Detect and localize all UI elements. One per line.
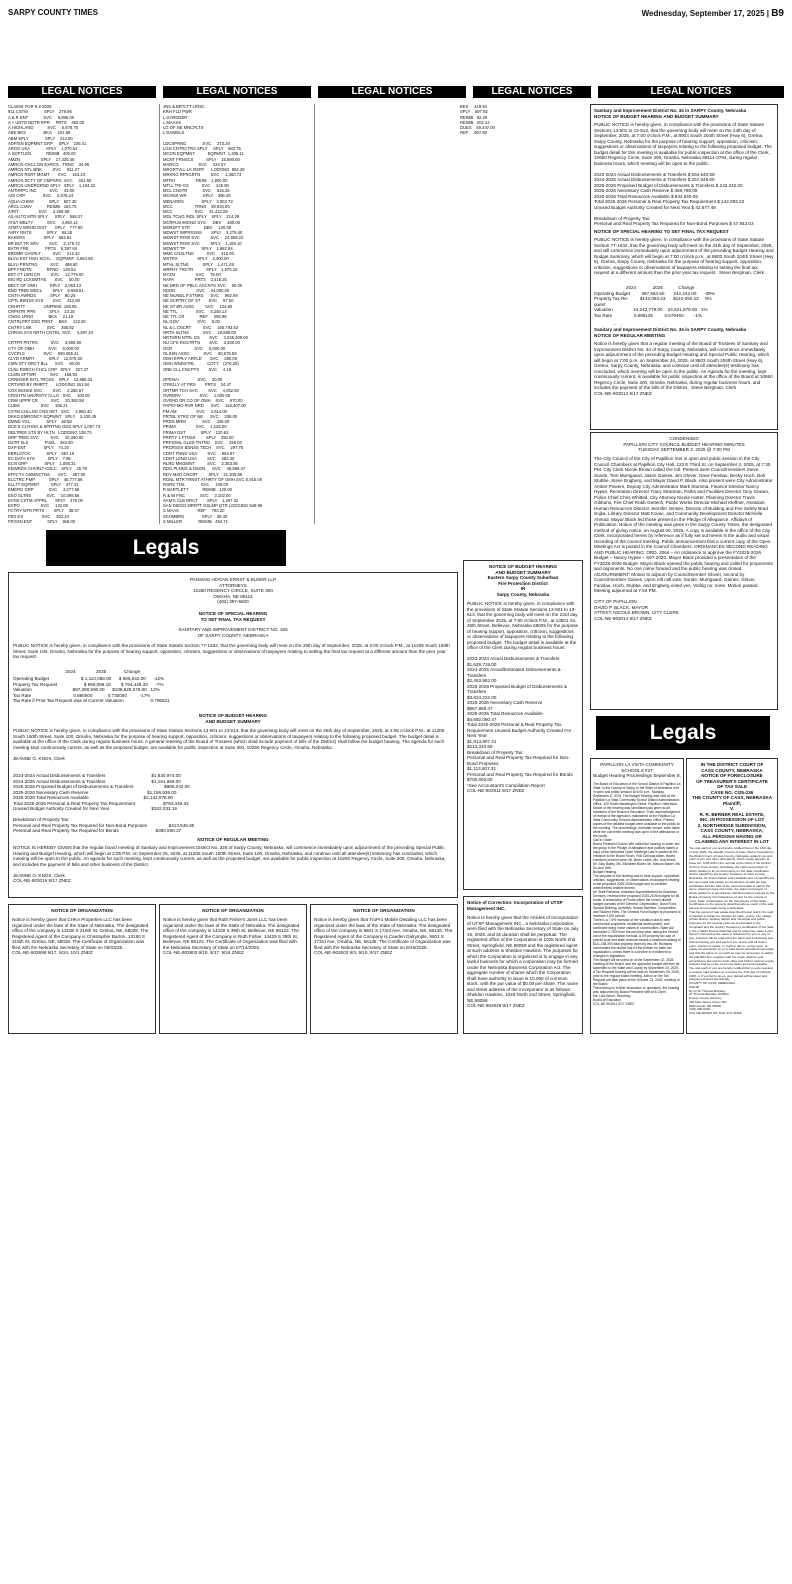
fire-district-notice [463,560,583,890]
org-notice-body: Notice is hereby given that CHKA Properties LLC has been organized under the laws of the State of Nebraska. The designated office of the company is 13180 S 219th St, Gretna, NE, 68028. The Registered Agent of the Company is Christopher Barton, 13180 S 219th St, Gretna, NE, 68028. The Certificate of Organization was filed with the Nebraska Secretary of State on 09/03/25. COL-NE-902698 9/17, 9/24, 10/1 ZNEZ [12,917,149,955]
org-notice-title: NOTICE OF ORGANIZATION [353,908,415,913]
budget-hearing-body: PUBLIC NOTICE is hereby given, in compliance with the provisions of State Statute Sections 13-501 to 13-513, that the governing body will meet on the 25th day of September, 2025, at 2:05 o'clock P.M., at 11205 South 150th Street, Suite 100, Omaha, Nebraska for the purpose of hearing support, opposition, criticism, suggestions or observations of taxpayers relating to the following proposed budget. The budget detail is available at the office of the Clerk during regular business hours. A general meeting of the Board of Trustees (which shall include payment of bills of the District) shall follow the budget hearing. The agenda for such meeting kept continuously current, as well as the proposed budget, are available for public inspection at Suite 300, 10250 Regency Circle, Omaha, Nebraska. JEANNE O. KNOX, Clerk [13,728,445,761]
legals-banner: Legals [46,530,286,566]
issue-date: Wednesday, September 17, 2025 | B9 [641,8,784,19]
sid326-notice [8,572,458,898]
tab-legal-notices: LEGAL NOTICES [598,86,784,98]
claims-column-1: CLAIMS FOR 9-2-2025 911 CSTM SPLY 379.96 A & R ENT SVC 6,895.00 A + UNTD NDTR RPR PRTS 450.00 A HIGHLAND SVC 5,678.75 ABE BKS BKS 101.58 ABM SPLY SPLY 213.50 ADP/SN EQPMNT GRP SPLY 235.41 ARGG USA SPLY 1,070.51 A SOFTLEN REIMB 400.00 AMZN SPLY 17,435.48 AMRCN CNCL ON EXRCS TRNG 34.95 AMRCN NTL BNK SVC 811.27 AMRCN RSRT MGMT SVC 163.23 AMRCN SCTY OF CMPSRS SVC 461.50 AMRCN UNDRGRND SPLY SPLY 1,104.32 ANTHRPC INC SVC 43.00 AOI CRP SVC 2,678.24 AQUA-CHEM SPLY 607.30 ARCL CSNV REIMB 154.75 A/R/T SVC 2,258.58 AS AUTO MTR SPLY SPLY 569.27 AT&T MBLTY SVC 4,460.14 ATMTV WRHD DIST SPLY 777.60 AVRY RNTS SPLY 84.35 BAKERS SPLY 563.61 BR BLT TR SRV SVC 2,175.72 BXTR FRE PRTS 8,397.84 BRDMR CHVRLT SVC 212.42 BLVU EST HGH SCHL EQPMNT 2,584.85 BLVU PRNTNG SVC 488.60 BPF FNDTN RFND 129.54 BST CT LWN CR SVC 12,775.00 BIG RD LCKSMTHS SVC 50.00 BBCT OF OMH SPLY 2,063.13 BND TREE MDCL SPLY 9,658.51 CNTH AWRDS SPLY 80.25 CPTL BSNSS SYS SVC 412.60 CRHRTT UNFRMS 180.85 CRPNTR PPR SPLY 13.18 CNGG LRNG BKS 21.19 CNTRLPRT DSG PRNT BKS 122.50 CNTRY LNK SVC 355.82 CHRSS SYS NRTH CNTRL SVC 4,287.10 CRTPR PNTRS SVC 3,595.50 CTY OF OMH SVC 6,000.00 CVCPLS SVC 590,065.41 CLYD ARMRY SPLY 12,675.00 CMN STY DRCT BLL SVC 60.00 CLNL RSRCH CHCL CRP SPLY 327.37 CLMN SFTWR SVC 168.93 CRNHSKR INTL TRCKS SPLY 12,888.32 CRTVRD BY RMRTT LODGING 261.94 COX BSNSS SVC SVC 2,266.57 CRGHTN UNVRSTY CLLG SVC 100.00 CRW UPPR CR SVC 20,382.58 CUBS SVC 155.21 CSTM CHLLNG CNS NET SVC 2,950.40 DKKO EMRGNCY EQPMNT SPLY 2,430.45 DMND VGL SPLY 48.59 DCK'S CLTHNG & SPRTNG GDS SPLY 1,057.73 DBLTREE STS BY HLTN LODGING 138.73 DRP TREE SVC SVC 10,350.00 DSTR SLS FUEL 283.50 DXP ENT SPLY 74.20 EBRLSTCK SPLY 657.16 EC DATA SYS SPLY 7.95 ECN GRP SPLY 1,085.31 EDWRDS CHVRLT-CDLC SPLY 25.79 EFFCTV CMMNCTNS SVC 357.00 ELCTRC PMP SPLY 45,777.56 ELLTT EQPMNT SPLY 477.41 EMERG GRP SVC 3,277.56 ESO SLTNS SVC 10,006.56 EVNS CSTM APPRL SPLY 475.00 EXPO SVC 122.08 FCTRY MTR PRTS SPLY 38.97 FED EX SVC 302.24 FRGSN ENT SPLY 368.00 [8,104,101,524]
foreclosure-title: IN THE DISTRICT COURT OF CASS COUNTY, NEBRASKA NOTICE OF FORECLOSURE OF TREASURER'S CERTIFICATE OF TAX SALE CASE NO. CI25-236 THE COUNTY OF CASS, NEBRASKA Plaintiff, V. R. R. BERNER REAL ESTATE, INC. IN POSSESSION OF LOT 2, NORTHRIDGE SUBDIVISION, CASS COUNTY, NEBRASKA; ALL PERSONS HAVING OR CLAIMING ANY INTEREST IN LOT [691,762,773,844]
district-title: SANITARY AND IMPROVEMENT DISTRICT NO. 326 OF SARPY COUNTY, NEBRASKA [178,627,288,638]
correction-title: Notice of Correction: Incorporation of UTSP Management INC. [467,900,564,911]
sid34-special-body: PUBLIC NOTICE is hereby given, in compliance with the provisions of State Statute Section 77-1632, that the governing body will meet on the 24th day of September, 2025, and will commence immediately upon adjournment of the preceding Budget Hearing and Budget Summary, which will begin at 7:00 o'clock p.m., at 8803 South 204th Street (Hwy 6), Gretna, Sarpy County, Nebraska for the purpose of hearing support, opposition, criticism, suggestions or observations of taxpayers relating to setting the final tax request at a different amount than the prior year tax request. Steve Bergman, Clerk. [594,237,774,275]
tab-legal-notices: LEGAL NOTICES [8,86,156,98]
foreclosure-body: You and each of you are hereby notified that on the 16th day of July, 2025, the plaintiff, County of Cass, filed a Complaint in the District Court of Cass County, Nebraska, against you and each of you and other defendants, which cause appears at Case No. CI25-236 in the records of the Clerk of the District Court of Cass County, Nebraska, the object and prayer of which petition is for an accounting on Tax Sale Certificates sold to plaintiff by the County Treasurer of Cass County, Nebraska; for determination and establishment of plaintiff's tax lien upon said real estate; for foreclosure of said tax sale certificates and the sale of the said real estate to satisfy the same, attorney's fees and costs; the object and prayer of which petition is in accordance with Resolutions passed by the Board of County Commissioners of and for the County of Cass, State of Nebraska, for the foreclosure of Tax Sales Certificates on the property described above, each of the said parcels of real estate being a defendant. That the parcel of real estate described herein and in the said Complaint is subject to taxation for state, county, city, village, school district, sanitary district and municipal and public purposes for the several years as enumerated in the Complaint and the County Treasurer's Certificates of Tax Sale in the exhibits thereto attached and by reference made a part thereof; that unless the same is redeemed by you or any of you, a decree will be entered in the said court foreclosing and forever barring you and each of you of any and all claims upon, interest or estate, in, right or title to, or lien upon, or equity of redemption on or to said herein described real estate and that the same or so much as may be necessary to satisfy the plaintiff's lien, together with the costs, shall be sold according to law and for such other and further relief as equity requires and as to the court may deem just and equitable. You and each of you are hereby notified that you are required to answer said petition on or before the 17th day of October, 2025, or if you fail to do so, your default will be taken and judgment entered accordingly. COUNTY OF CASS, NEBRASKA Plaintiff By:/s/ W. Thomas Brantley W. Thomas Brantley, #23664 Deputy County Attorney 346 Main Street, Room 301 Plattsmouth, NE 68048 (402) 296-9346 COL-NE-902902 9/3, 9/10, 9/17 ZNEZ [689,847,775,1015]
tax-table: Operating Budget $ 1,110,088.00 $ 986,042.00 -12% Property Tax Request $ 856,059.19 $ 794,449.33 -7% Valuation $97,280,590.00 $108,828,676.00 12% Tax Rate 0.880000 0.730000 -17% Tax Rate if Prior Tax Request was at Current Valuation 0.786621 [13,676,170,703]
org-notice-body: Notice is hereby given that TruPro Mobile Detailing LLC has been organized under the laws of the State of Nebraska. The designated office of the company is 9601 S 173rd Ave, Omaha, NE, 68136. The Registered Agent of the Company is Caeden Dalrymple, 9601 S 173rd Ave, Omaha, NE, 68136. The Certificate of Organization was filed with the Nebraska Secretary of State on 8/25/2025. COL-NE-902603 9/3, 9/10, 9/17 ZNEZ [314,917,453,955]
org-notice-2 [159,904,307,1034]
claims-column-2: JNS & BRTLTT LRNG KRH FLD PWR L GARDNER L MAASS LG OF NE MNCPLTS L DANIELS LDCSPRNG SVC 373.28 LGN CNTRCTRS SPLY SPLY 582.75 MCON EQPMNT EQPMNT 1,305.11 MCNT FRNSCS SPLY 15,560.00 MARCO SVC 222.57 MRGRTVLL LK RSRT LODGNG 602.28 MRKNG RFRGRTN SVC 1,360.73 MTRH REIM 1,900.00 MTLL TRI-GS SVC 245.80 MCL CNSTR SVC 616.25 MCHNX WR SPLY 396.48 MENARDS SPLY 3,003.73 MCC TRNG 39,934.00 MCC SVC 31,412.08 MDL TCHG INDL SPLY SPLY 214.29 MCRFLM IMGNG SYS DBV 480.00 MDRSFT STR DBV 130.09 MDWST IMPRSSNS SPLY 3,275.40 MDWST ROW SVC SVC 22,659.22 MDWST ROW SVC SPLY 1,189.10 MDWST TP SPLY 1,682.94 MMC CNSLTNG SVC 415.00 MSTRX SPLY 3,300.00 MTHL SLTNS SPLY 1,471.48 MRPHY TRCTR SPLY 1,670.15 MYZN SVC 75.00 NAPA PRTS 3,416.25 NE BRD OF PBLC ACCNTS SVC 90.00 NDOD SVC 24,000.00 NE MUNDL F'STNRS SVC 962.99 NE SCRTRY OF ST SVC 97.50 NE ST BR ASSC SVC 124.85 NE TTL SVC 3,248.13 NE TTL CR REF 208.98 NL GOV SVC 6.00 NL & L CNCRT SVC 165,793.52 NRTH SLTNS SVC 18,698.00 NRTHRN NTRL GS SVC 3,028,209.00 NU CFS RGSTRTN SVC 3,300.00 OCR SVC 5,000.00 OLSSN ASSC SVC 90,578.59 OMH EPPLY ARFLD SVC 280.00 OMH WNDSTRL COTT (276.26) ONE CLL CNCPTS SVC 4.19 OPENAI SVC 20.00 O'RELLY AT PRS PRTS 34.47 ORTMR TCH SVC SVC 4,052.80 OVRDRV SVC 1,000.00 OVRHD DR CO OF OMH SVC 970.00 PAPIO-MO RVR NRD SVC 118,407.00 PM AM SVC 2,514.00 PRTBL STRG OF NE SVC 338.00 PRDS MRM SVC 345.00 PRIMA SVC 1,125.00 PRIMA DST SPLY 120.63 PRRTY 1 FTNSS SPLY 450.00 PRFSSNL GLSS TNTNG SVC 326.00 PRGRSSV BSNSS TECH SVC 297.75 CDNT FNND USA SVC 864.87 CDNT LSNG USA SVC 282.30 RLRD MNGMNT SVC 2,353.85 RDG PLNNG & DSGN SVC 46,598.47 RDY MXD CNCRT SPLY 21,305.88 RGNL MTR TRNST ATHRTY OF OMH SVC 6,915.00 RGRS TNS SVC 100.00 R BARTLETT REIMB 120.00 R & W FNC SVC 3,102.00 SAM'S CLB DRCT SPLY 1,297.32 SAN DIEGO MRRTT GSLMP QTR LODGING 549.96 S MAAS REF 793.20 SCHMBRG SPLY 38.40 S MILLER REIMB 494.71 [163,104,263,524]
tax-table-header: 2024 2025 Change [13,669,141,674]
org-notice-title: NOTICE OF ORGANIZATION [51,908,113,913]
sid34-budget-title: Sanitary and Improvement District No. 34 in SARPY County, Nebraska NOTICE OF BUDGET HEARING AND BUDGET SUMMARY [594,108,747,119]
special-hearing-title: NOTICE OF SPECIAL HEARING TO SET FINAL TAX REQUEST [198,611,268,622]
fire-notice-body: PUBLIC NOTICE is hereby given, in compliance with the provisions of State Statute Sections 13-501 to 13-513, that the governing body will meet on the 23rd day of September 2025, at 7:00 o'clock P.M., at 13501 So. 25th Street, Bellevue, Nebraska 68005 for the purpose of hearing support, opposition, criticism, suggestions or observations of taxpayers relating to the following proposed budget. The budget detail is available at the office of the Clerk during regular business hours. 2023-2024 Actual Disbursements & Transfers $1,628,719.00 2024-2025 Actual/Estimated Disbursements & Transfers $2,453,952.00 2025-2026 Proposed Budget of Disbursements & Transfers $3,824,222.00 2025-2026 Necessary Cash Reserve $867,868.47 2025-2026 Total Resources Available $4,692,090.47 Total 2025-2026 Personal & Real Property Tax Requirement Unused Budget Authority Created For Next Year $1,813,807.31 $213,310.69 Breakdown of Property Tax: Personal and Real Property Tax Required for Non-Bond Purposes $1,113,807.31 Personal and Real Property Tax Required for Bonds $700,000.00 *See Accountant's Compilation Report COL-NE-902911 9/17 ZNEZ [467,601,579,793]
sid34-budget-body: PUBLIC NOTICE is hereby given, in compliance with the provisions of State Statute Sections 13-501 to 13-513, that the governing body will meet on the 24th day of September, 2025, at 7:00 o'clock P.M., at 8803 South 204th Street (Hwy 6), Gretna, Sarpy County, Nebraska for the purpose of hearing support, opposition, criticism, suggestions or observations of taxpayers relating to the following proposed budget. The budget detail for this meeting is available for public inspection at the office of the Clerk, 10650 Regency Circle, Suite 200, Omaha, Nebraska 68114-3794, during regular business hours, which meeting will be open to the public. 2023-2024 Actual Disbursements & Transfers $ 594,640.59 2024-2025 Actual Disbursements & Transfers $ 257,645.00 2025-2026 Proposed Budget of Disbursements & Transfers $ 242,242.00 2025-2026 Necessary Cash Reserve $ 369,786.09 2025-2026 Total Resources Available $ 832,040.09 Total 2025-2026 Personal & Real Property Tax Requirement $ 142,093.23 Unused Budget Authority Created for Next Year $ 42,677.46 Breakdown of Property Tax: Personal and Real Property Tax Required for Non-Bond Purposes $ 47,942.03 [594,122,772,226]
publication-name: SARPY COUNTY TIMES [8,8,98,17]
column-divider [159,104,160,524]
sid34-notices [590,104,778,430]
tab-legal-notices: LEGAL NOTICES [163,86,311,98]
sid34-regular-title: Sanitary and Improvement District No. 34 in SARPY County, Nebraska NOTICE OF REGULAR MEETING [594,327,747,338]
page-number: B9 [771,8,784,19]
sid34-special-title: NOTICE OF SPECIAL HEARING TO SET FINAL TAX REQUEST [594,229,729,234]
school-body: The Board of Education of the School District of Papillion La Vista, in the County of Sarpy, in the State of Nebraska, met in open and public session at 6:00 p.m., Monday, September 8, 2025. The Budget Hearing was held at the Papillion La Vista Community School District Administration Office, 420 South Washington Street, Papillion, Nebraska. Notice of the hearing was simultaneously given to all members of the Board of Education. Their acknowledgment of receipt of the agenda is maintained at the Papillion La Vista Community Schools Administration Office. Printed copies of the detailed budget were available to the public at the meeting. The proceedings, hereafter shown, were taken while the convened meeting was open to the attendance of the public. Call to Order Board President SuAnn Witt called the hearing to order, led the group in the Pledge of Allegiance and publicly stated a copy of the Nebraska Open Meetings Law is posted at the entrance to the Board Room. Roll Call was taken. Board members present were: Mr. Brian Ledes, Ms. Lisa Wood, Mr. Skip Bailey, Ms. Elizabeth Butler, Mr. Marcus Mader, Ms. Su-Ann Witt. Budget Hearing The purpose of the hearing was to hear support, opposition, criticism, suggestions, or observations of taxpayers relating to the proposed 2025-2026 budget and to consider amendments relative thereto. Mr. Brett Richards, Assistant Superintendent for Business Services, reviewed the proposed 2025-2026 budgets for all funds. A breakdown of Funds within the school district budget consists of the General, Depreciation, Bond Fund, Special Building, Activities, School Nutrition, Cooperative, and Student Fees. The General Fund Budget is proposed to increase 2.6% overall. There is a 7.6% increase of the valuation due to new commercial properties, residential development, and continued rising home values in communities. State Aid increased 2.75% from the previous year, taking the District out of the equalization formula. A 3% property tax cap of overall local and state revenue means a maximum asking of $111,038,393 total property taxes by law. Mr. Richards commented the district has hit the bottom for state aid equalization, unless there is a decline in enrollment or changes in legislation. The budget will be voted on at the September 22, 2025, meeting of the Board, and the approved budget will then be submitted to the State and County by September 23, 2025. A Tax Request hearing will be held on September 29, 2025, prior to the regular board meeting. Action on the Tax Request will take place at the October 13, 2025, meeting of the Board. There being no further discussion or questions, the hearing was adjourned by Board President Witt at 6:13pm. Ms. Lisa Wood, Secretary Board of Education COL-NE-903011 9/17 ZNEZ [593,782,681,1006]
org-notice-1 [8,904,156,1034]
school-budget-proceedings [590,758,684,1034]
attorney-header: PANSING HOGAN ERNST & BUSER LLP ATTORNEYS 10250 REGENCY CIRCLE, SUITE 300 OMAHA, NE 68114 (402) 397-5500 [189,577,277,604]
claims-column-3: BKS 419.94 SPLY 597.92 REIMB 92.29 REIMB 204.12 DUES 59,447.00 REF 607.60 [460,104,495,136]
tab-legal-notices: LEGAL NOTICES [318,86,466,98]
correction-notice [463,896,583,1034]
minutes-body: The City Council of the City of Papillion met in open and public session in the City Council Chambers at Papillion City Hall, 122 E Third St. on September 2, 2025, at 7:30 PM. City Clerk Nicole Brown called the roll. Present were Councilmembers Steve Sunde, Tom Mumgaard, Jason Gaines, Jim Glover, Dave Fanslau, Becky Hoch, Bob Stubbe, Steve Engberg, and Mayor David P. Black. Also present were City Administrator Amber Powers, Deputy City Administrator Mark Stursma, Finance Director Nancy Hypse, Recreation Director Tracy Stratman, Parks and Facilities Director Tony Gowan, Police Chief Chris Whitted, City Attorney Nicole Hutter, Planning Director Travis Gibbons, Fire Chief Robb Gettech, Public Works Director Michael Kleffner, Assistant Human Resources Director Jennifer Jensen, Director of Building and Fire Safety Brad Sojka, Library Director Matt Kovac, and Community Development Director Michelle Ahmad. Mayor Black led those present in the Pledge of Allegiance. Affidavit of Publication: Notice of the meeting was given in the Sarpy County Times, the designated method of giving notice, on August 20, 2025. A copy is available in the office of the City Clerk. Incorporated herein by reference as if fully set out herein is the audio and visual recording of the council meeting. Public announcement that a current copy of the Open Meetings Act is posted in the Council Chambers. ORDINANCES SECOND READING AND PUBLIC HEARING: ORD. 2064 – An ordinance to approve the FY2025-2026 Budget – Nancy Hypse – S97-2020. Mayor Black provided a presentation of the FY2025-2026 Budget. Mayor Black opened the public hearing and called for proponents and opponents. No one came forward and the public hearing was closed. ADJOURNMENT: Motion to adjourn by Councilmember Glover, second by Councilmember Gaines. Upon roll call vote, Sunde, Mumgaard, Gaines, Glover, Fanslau, Hoch, Stubbe, and Engberg voted yes. Voting no: none. Motion passed. Meeting adjourned at 7:54 PM. CITY OF PAPILLION DAVID P. BLACK, MAYOR ATTEST: NICOLE BROWN, CITY CLERK COL-NE-903014 9/17 ZNEZ [594,456,773,621]
section-tabs [8,86,784,98]
sid34-regular-body: Notice is hereby given that a regular meeting of the Board of Trustees of Sanitary and Improvement District No. 34 of Sarpy County, Nebraska, will commence immediately upon adjournment of the preceding Budget Hearing and Special Public Hearing, which will begin at 7:00 p.m. on September 24, 2025, at 8803 South 204th Street (Hwy 6), Gretna, Sarpy County, Nebraska, and continue until all attendee(s) testimony has concluded, which meeting will be open to the public. An Agenda for the meeting, kept continuously current, is available for public inspection at the office of the Board at 10650 Regency Circle, Suite 200, Omaha, Nebraska, during regular business hours, and includes the payment of the bills of the District. Steve Bergman, Clerk COL-NE-903012 9/17 ZNEZ [594,341,773,396]
budget-summary: 2023-2024 Actual Disbursements & Transfers $1,830,974.00 2024-2025 Actual Disbursements & Transfers $1,161,686.00 2025-2026 Proposed Budget of Disbursements & Transfers $986,042.00 2025-2026 Necessary Cash Reserve $1,156,936.00 2025-2026 Total Resources Available $2,142,978.00 Total 2025-2026 Personal & Real Property Tax Requirement $794,449.33 Unused Budget Authority Created for Next Year $342,032.19 Breakdown of Property Tax: Personal and Real Property Tax Required for Non-Bond Purposes $413,548.96 Personal and Real Property Tax Required for Bonds $380,900.37 [13,773,195,833]
legals-banner: Legals [596,716,770,750]
regular-meeting-title: NOTICE OF REGULAR MEETING [197,837,269,842]
org-notice-3 [310,904,458,1034]
sid34-tax-table: 2024 2025 Change Operating Budget 397,684.50 242,242.00 -39% Property Tax Re- $142,093.23 $142,093.23 0% quest Valuation 24,242,779.00 24,521,679.00 1% Tax Rate 0.586126 0.579460 -1% [594,285,715,318]
budget-hearing-title: NOTICE OF BUDGET HEARING AND BUDGET SUMMARY [198,713,268,724]
org-notice-body: Notice is hereby given that Ruth Fisher's Jams LLC has been organized under the laws of the State of Nebraska. The designated office of the company is 14429 S 39th St, Bellevue, NE 68123. The Registered Agent of the Company is Ruth Fisher, 14429 S 39th St, Bellevue, NE 68123. The Certificate of Organization was filed with the Nebraska Secretary of State on 07/14/2025. COL-NE-902903 9/10, 9/17, 9/24 ZNEZ [163,917,300,955]
minutes-title: CONDENSED PAPILLION CITY COUNCIL BUDGET HEARING MINUTES TUESDAY SEPTEMBER 2, 2025 @ 7:00 PM [623,436,745,452]
foreclosure-notice [686,758,778,1034]
masthead [8,8,784,20]
tab-legal-notices: LEGAL NOTICES [473,86,591,98]
regular-meeting-body: NOTICE IS HEREBY GIVEN that the regular board meeting of Sanitary and Improvement District No. 326 of Sarpy County, Nebraska, will commence immediately upon adjournment of the preceding Special Public Hearing and Budget Hearing, which will begin at 2:05 P.M. on September 25, 2025, at 11205 South 150th Street, Suite 100, Omaha, Nebraska, and continue until all attendee(s) testimony has concluded, which meeting will be open to the public. An agenda for such meeting, kept continuously current, as well as the proposed budget, are available for public inspection at 10250 Regency Circle, Suite 300, Omaha, Nebraska, and includes the payment of bills and other business of the District. JEANNE O. KNOX, Clerk COL-NE-903019 9/17 ZNEZ [13,845,446,883]
fire-notice-title: NOTICE OF BUDGET HEARING AND BUDGET SUMMARY Eastern Sarpy County Suburban Fire Protection District IN Sarpy County, Nebraska [487,564,559,597]
correction-body: Notice is hereby given that the Articles of Incorporation of UTSP Management INC., a Nebraska corporation, were filed with the Nebraska Secretary of State on July 15, 2025, and its duration shall be perpetual. The registered office of the Corporation is 1025 North 2nd Street, Springfield, NE 68059 and the registered agent at such address is Sheldon Hawkins. The purposes for which the Corporation is organized is to engage in any lawful business for which a corporation may be formed under the Nebraska Business Corporation Act. The aggregate number of shares which the Corporation shall have authority to issue is 10,000 of common stock, with the par value of $0.00 per share. The name and street address of the incorporator is as follows: Sheldon Hawkins, 1025 North 2nd Street, Springfield, NE 68059. COL-NE-902949 9/17 ZNEZ [467,915,579,1008]
special-hearing-body: PUBLIC NOTICE is hereby given, in compliance with the provisions of State Statute Section 77-1632, that the governing body will meet on the 25th day of September, 2025, at 2:00 o'clock P.M., at 11205 South 150th Street, Suite 100, Omaha, Nebraska for the purpose of hearing support, opposition, criticism, suggestions or observations of taxpayers relating to setting the final tax request at a different amount than the prior year tax request. [13,643,452,659]
column-divider [314,104,315,524]
org-notice-title: NOTICE OF ORGANIZATION [202,908,264,913]
school-title: PAPILLION LA VISTA COMMUNITY SCHOOLS #27 Budget Hearing Proceedings September 8, [593,762,681,778]
council-minutes [590,432,778,710]
